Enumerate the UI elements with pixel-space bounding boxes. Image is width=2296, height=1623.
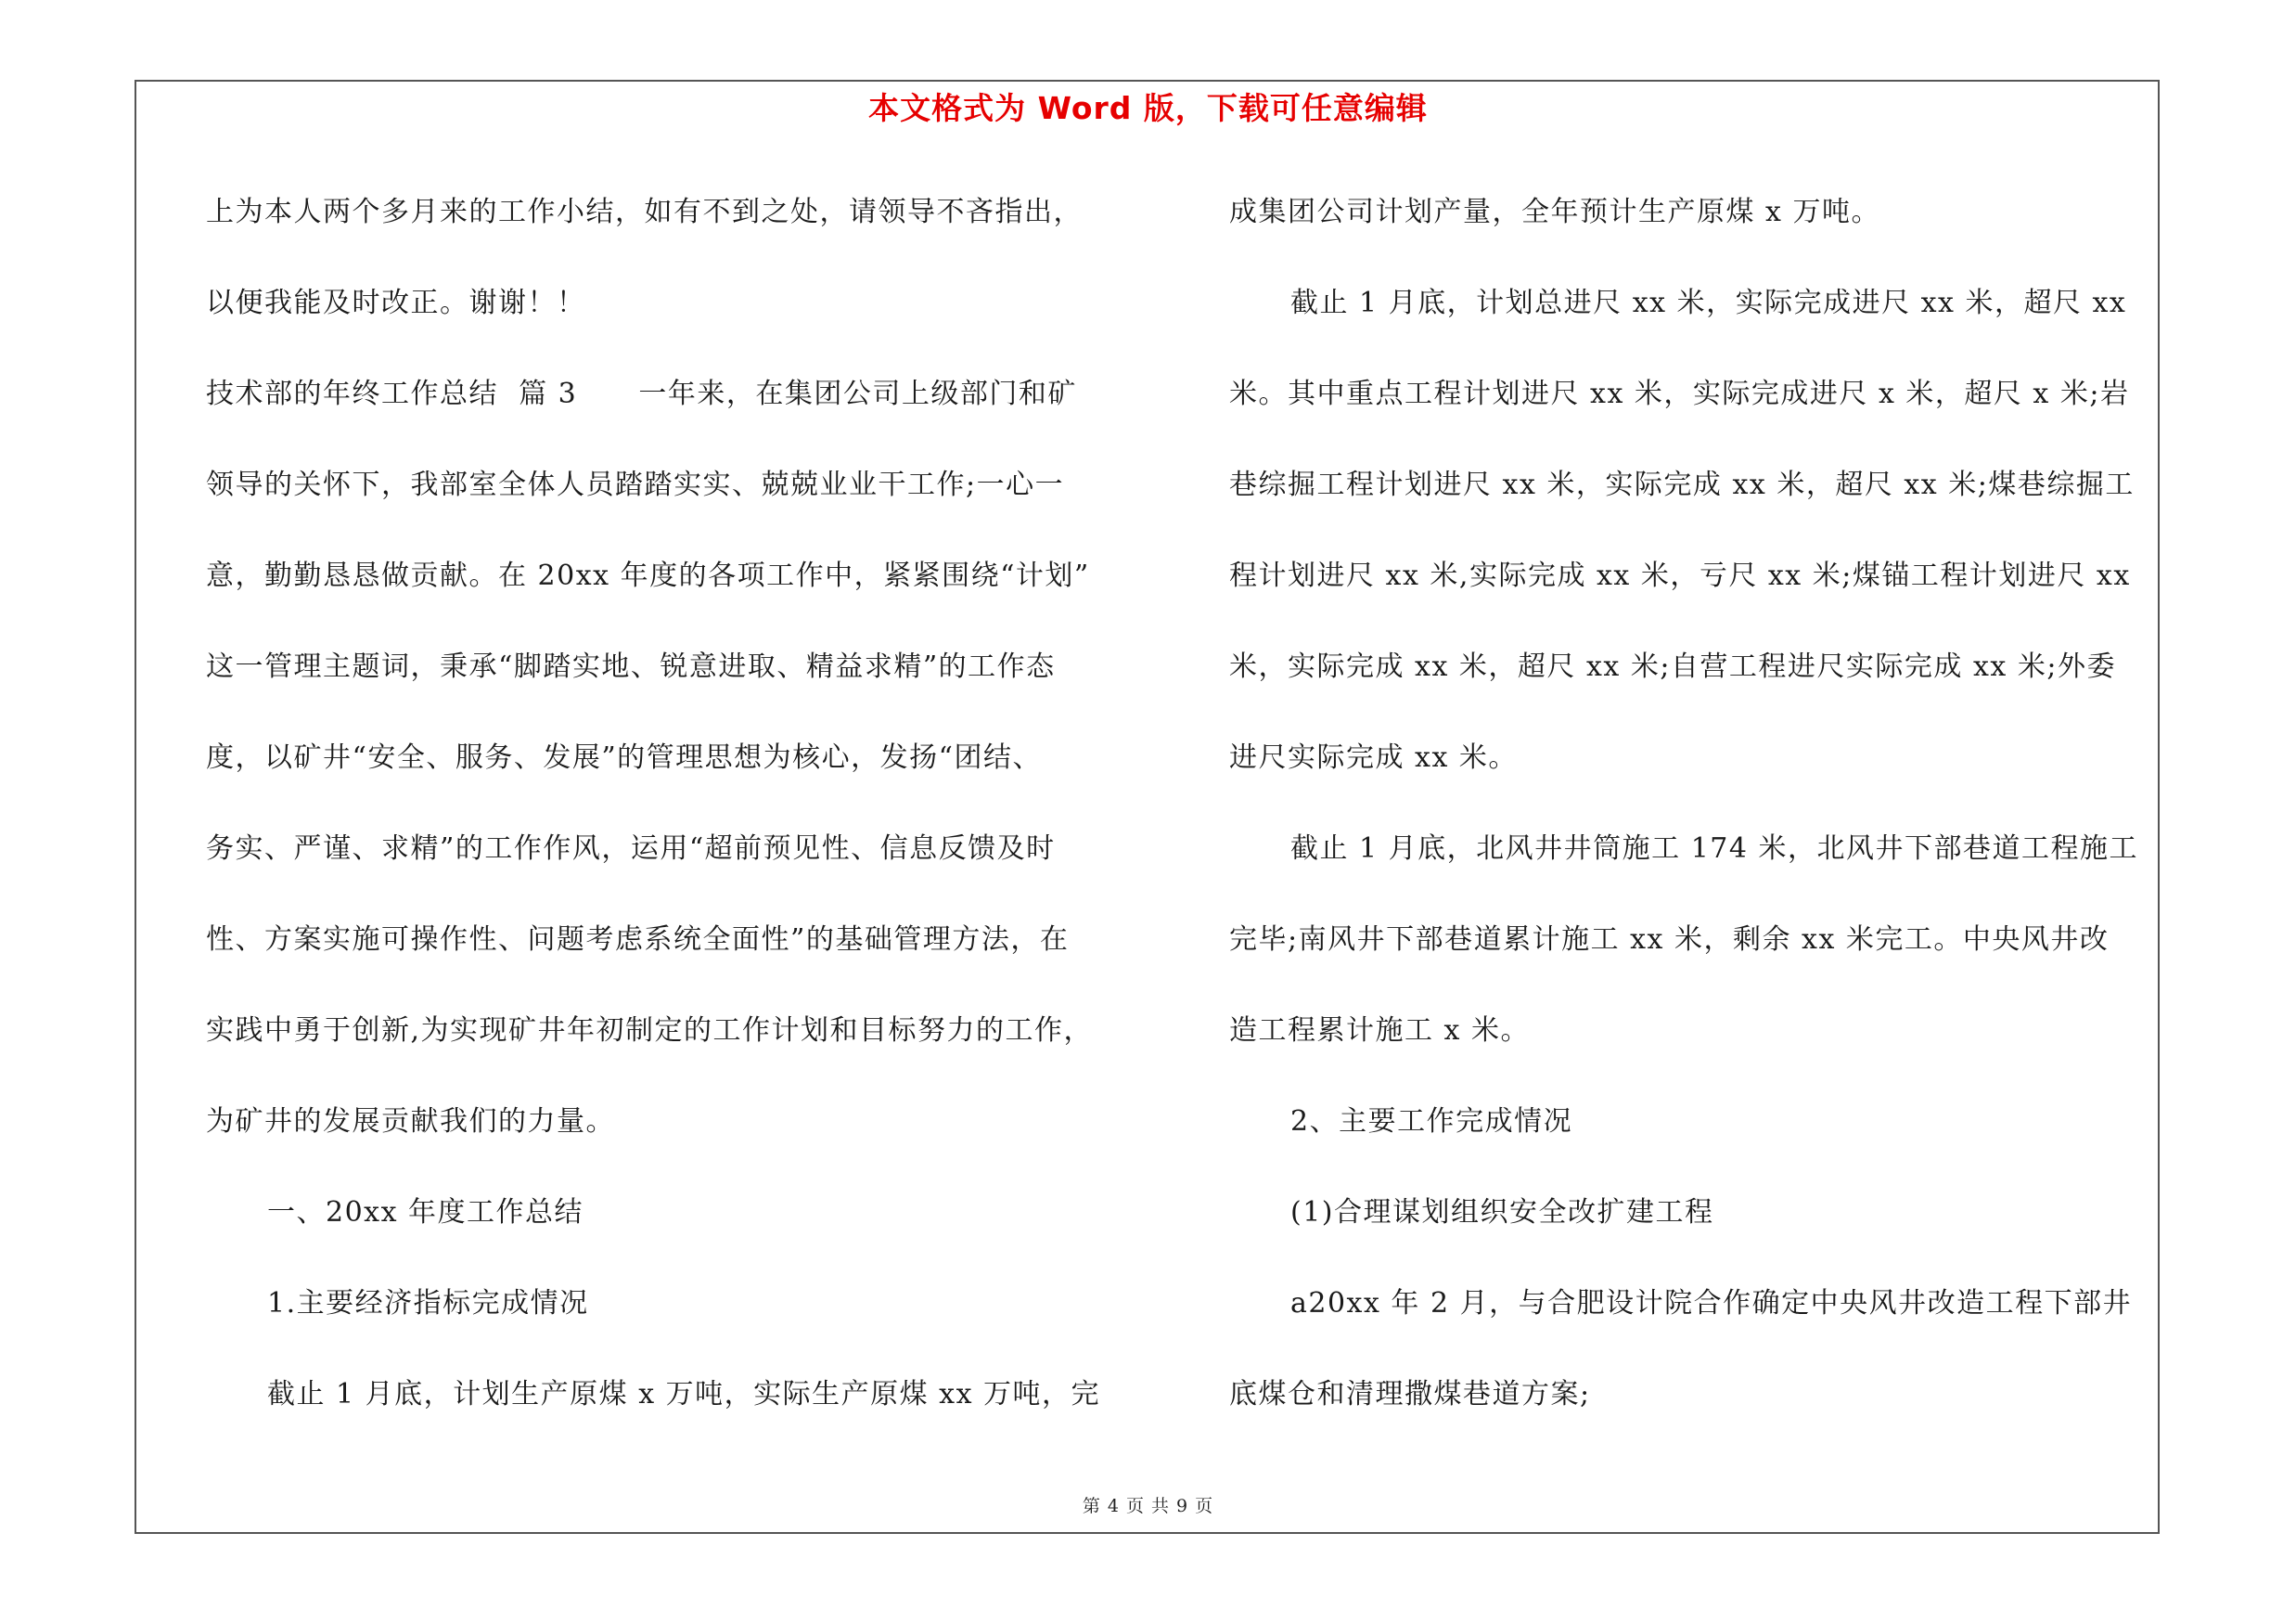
text-line: 以便我能及时改正。谢谢！！ xyxy=(206,287,586,319)
text-line: 米，实际完成 xx 米，超尺 xx 米;自营工程进尺实际完成 xx 米;外委 xyxy=(1229,650,2116,683)
text-line: 成集团公司计划产量，全年预计生产原煤 x 万吨。 xyxy=(1229,196,1880,228)
text-line: 完毕;南风井下部巷道累计施工 xx 米，剩余 xx 米完工。中央风井改 xyxy=(1229,923,2110,956)
text-line: 米。其中重点工程计划进尺 xx 米，实际完成进尺 x 米，超尺 x 米;岩 xyxy=(1229,378,2130,410)
page-number: 第 4 页 共 9 页 xyxy=(1082,1496,1214,1516)
paragraph-start-line: 截止 1 月底，计划生产原煤 x 万吨，实际生产原煤 xx 万吨，完 xyxy=(267,1378,1101,1410)
text-line: 为矿井的发展贡献我们的力量。 xyxy=(206,1105,615,1138)
text-line: 度，以矿井“安全、服务、发展”的管理思想为核心，发扬“团结、 xyxy=(206,741,1043,774)
text-line: 性、方案实施可操作性、问题考虑系统全面性”的基础管理方法，在 xyxy=(206,923,1070,956)
text-line: 务实、严谨、求精”的工作作风，运用“超前预见性、信息反馈及时 xyxy=(206,832,1056,865)
subheading-line: 1.主要经济指标完成情况 xyxy=(267,1287,589,1320)
right-text-column xyxy=(1229,167,2157,1440)
text-line: 上为本人两个多月来的工作小结，如有不到之处，请领导不吝指出， xyxy=(206,196,1083,228)
paragraph-start-line: a20xx 年 2 月，与合肥设计院合作确定中央风井改造工程下部井 xyxy=(1290,1287,2133,1320)
format-notice-banner: 本文格式为 Word 版，下载可任意编辑 xyxy=(868,90,1428,126)
text-line: 巷综掘工程计划进尺 xx 米，实际完成 xx 米，超尺 xx 米;煤巷综掘工 xyxy=(1229,469,2135,501)
subheading-line: (1)合理谋划组织安全改扩建工程 xyxy=(1290,1196,1714,1229)
subheading-line: 2、主要工作完成情况 xyxy=(1290,1105,1573,1138)
text-line: 造工程累计施工 x 米。 xyxy=(1229,1014,1530,1047)
paragraph-start-line: 截止 1 月底，北风井井筒施工 174 米，北风井下部巷道工程施工 xyxy=(1290,832,2138,865)
left-text-column xyxy=(206,167,1134,1440)
text-line: 这一管理主题词，秉承“脚踏实地、锐意进取、精益求精”的工作态 xyxy=(206,650,1056,683)
subheading-line: 一、20xx 年度工作总结 xyxy=(267,1196,584,1229)
text-line: 领导的关怀下，我部室全体人员踏踏实实、兢兢业业干工作;一心一 xyxy=(206,469,1065,501)
paragraph-start-line: 截止 1 月底，计划总进尺 xx 米，实际完成进尺 xx 米，超尺 xx xyxy=(1290,287,2127,319)
text-line: 进尺实际完成 xx 米。 xyxy=(1229,741,1518,774)
text-line: 意，勤勤恳恳做贡献。在 20xx 年度的各项工作中，紧紧围绕“计划” xyxy=(206,560,1090,592)
text-line: 实践中勇于创新,为实现矿井年初制定的工作计划和目标努力的工作， xyxy=(206,1014,1094,1047)
text-line: 程计划进尺 xx 米,实际完成 xx 米，亏尺 xx 米;煤锚工程计划进尺 xx xyxy=(1229,560,2131,592)
text-line: 底煤仓和清理撒煤巷道方案; xyxy=(1229,1378,1591,1410)
section-heading-line: 技术部的年终工作总结 篇 3 一年来，在集团公司上级部门和矿 xyxy=(206,378,1077,410)
